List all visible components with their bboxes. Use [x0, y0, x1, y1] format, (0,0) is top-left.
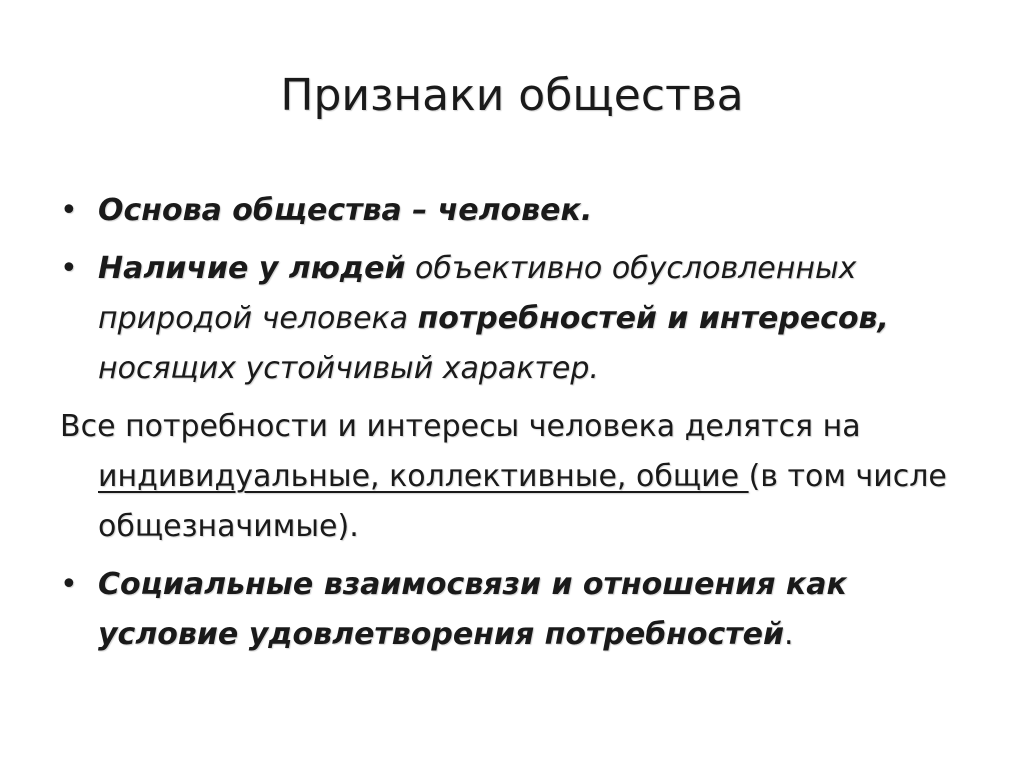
bullet-item-2-part3: потребностей и интересов,: [417, 301, 889, 336]
bullet-marker: •: [60, 567, 78, 602]
paragraph-underlined-types: индивидуальные, коллективные, общие: [98, 459, 749, 494]
bullet-item-1-text: Основа общества – человек.: [98, 193, 593, 228]
bullet-item-2: [60, 244, 990, 394]
paragraph-part1: Все потребности и интересы человека делятся на: [60, 409, 861, 444]
paragraph-part2: (в том числе общезначимые).: [98, 459, 947, 544]
bullet-item-4-text: Социальные взаимосвязи и отношения как условие удовлетворения потребностей: [98, 567, 847, 652]
slide-title: Признаки общества: [280, 70, 744, 121]
bullet-item-2-part4: носящих устойчивый характер.: [98, 351, 599, 386]
bullet-marker: •: [60, 193, 78, 228]
bullet-item-1: [60, 186, 990, 236]
bullet-item-4-end: .: [784, 617, 794, 652]
bullet-item-2-part2: объективно обусловленных природой человека: [98, 251, 857, 336]
bullet-item-4: [60, 560, 990, 660]
bullet-marker: •: [60, 251, 78, 286]
bullet-item-2-part1: Наличие у людей: [98, 251, 406, 286]
paragraph-needs-types: [60, 402, 990, 552]
slide-body: [60, 186, 990, 668]
